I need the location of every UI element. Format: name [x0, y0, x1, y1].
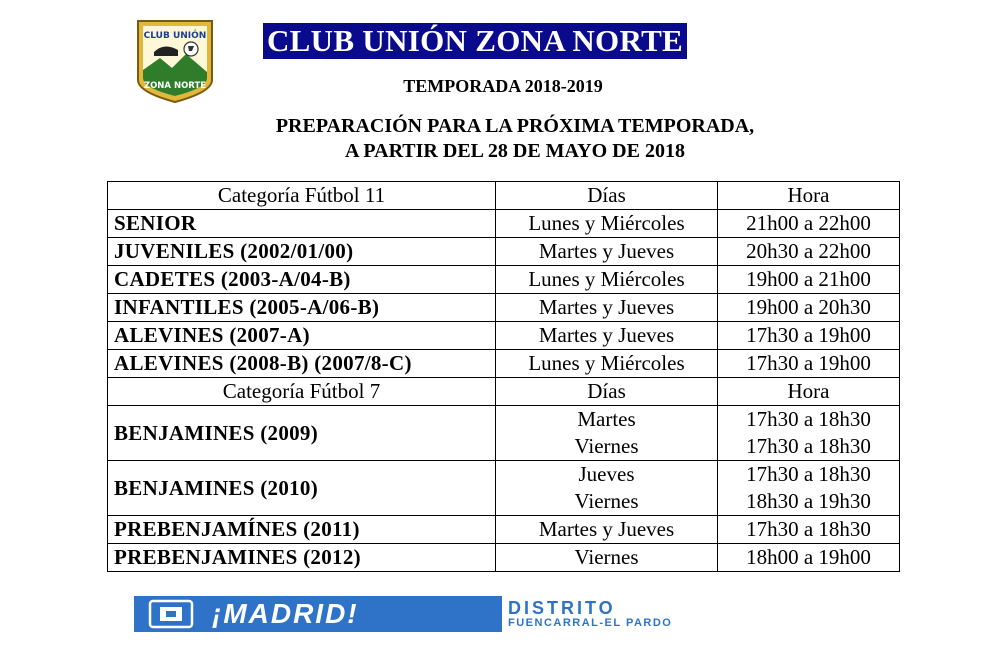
time-cell: 19h00 a 20h30 — [718, 294, 900, 322]
category-cell: PREBENJAMINES (2012) — [108, 544, 496, 572]
header-days-f7: Días — [496, 378, 718, 406]
club-title: CLUB UNIÓN ZONA NORTE — [263, 23, 687, 59]
prep-line-2: A PARTIR DEL 28 DE MAYO DE 2018 — [345, 140, 685, 162]
season-title — [0, 76, 1006, 97]
table-row — [108, 266, 900, 294]
madrid-wordmark: ¡MADRID! — [212, 598, 359, 629]
days-cell: Viernes — [496, 433, 718, 461]
header-time-f7: Hora — [718, 378, 900, 406]
schedule-table — [107, 181, 900, 572]
logo-text-bottom: ZONA NORTE — [143, 81, 207, 91]
district-title: DISTRITO — [508, 597, 616, 618]
time-cell: 18h00 a 19h00 — [718, 544, 900, 572]
time-cell: 17h30 a 18h30 — [718, 516, 900, 544]
category-cell: BENJAMINES (2009) — [108, 406, 496, 461]
header-days-f11: Días — [496, 182, 718, 210]
category-cell: PREBENJAMÍNES (2011) — [108, 516, 496, 544]
time-cell: 17h30 a 19h00 — [718, 350, 900, 378]
madrid-district-banner — [134, 596, 872, 632]
logo-text-top: CLUB UNIÓN — [143, 31, 207, 41]
category-cell: SENIOR — [108, 210, 496, 238]
table-row — [108, 461, 900, 489]
table-row — [108, 238, 900, 266]
district-name: FUENCARRAL-EL PARDO — [508, 616, 673, 629]
header-category-f11: Categoría Fútbol 11 — [108, 182, 496, 210]
madrid-banner-left — [134, 596, 502, 632]
table-row — [108, 544, 900, 572]
table-row — [108, 294, 900, 322]
table-row — [108, 322, 900, 350]
days-cell: Martes y Jueves — [496, 238, 718, 266]
time-cell: 19h00 a 21h00 — [718, 266, 900, 294]
days-cell: Jueves — [496, 461, 718, 489]
time-cell: 17h30 a 18h30 — [718, 461, 900, 489]
days-cell: Martes y Jueves — [496, 516, 718, 544]
category-cell: INFANTILES (2005-A/06-B) — [108, 294, 496, 322]
days-cell: Martes — [496, 406, 718, 434]
time-cell: 20h30 a 22h00 — [718, 238, 900, 266]
table-row — [108, 516, 900, 544]
category-cell: CADETES (2003-A/04-B) — [108, 266, 496, 294]
category-cell: ALEVINES (2007-A) — [108, 322, 496, 350]
days-cell: Lunes y Miércoles — [496, 266, 718, 294]
table-header-row-f7 — [108, 378, 900, 406]
table-row — [108, 210, 900, 238]
preparation-notice — [200, 114, 830, 164]
days-cell: Viernes — [496, 488, 718, 516]
days-cell: Martes y Jueves — [496, 322, 718, 350]
time-cell: 17h30 a 18h30 — [718, 433, 900, 461]
days-cell: Lunes y Miércoles — [496, 350, 718, 378]
table-header-row-f11 — [108, 182, 900, 210]
time-cell: 17h30 a 18h30 — [718, 406, 900, 434]
header-time-f11: Hora — [718, 182, 900, 210]
prep-line-1: PREPARACIÓN PARA LA PRÓXIMA TEMPORADA, — [275, 115, 755, 137]
season-text: TEMPORADA 2018-2019 — [403, 76, 603, 96]
table-row — [108, 350, 900, 378]
category-cell: BENJAMINES (2010) — [108, 461, 496, 516]
district-label — [502, 596, 872, 632]
header-category-f7: Categoría Fútbol 7 — [108, 378, 496, 406]
time-cell: 17h30 a 19h00 — [718, 322, 900, 350]
category-cell: ALEVINES (2008-B) (2007/8-C) — [108, 350, 496, 378]
time-cell: 18h30 a 19h30 — [718, 488, 900, 516]
days-cell: Martes y Jueves — [496, 294, 718, 322]
category-cell: JUVENILES (2002/01/00) — [108, 238, 496, 266]
days-cell: Lunes y Miércoles — [496, 210, 718, 238]
table-row — [108, 406, 900, 434]
time-cell: 21h00 a 22h00 — [718, 210, 900, 238]
madrid-bear-emblem-icon — [148, 599, 194, 629]
days-cell: Viernes — [496, 544, 718, 572]
